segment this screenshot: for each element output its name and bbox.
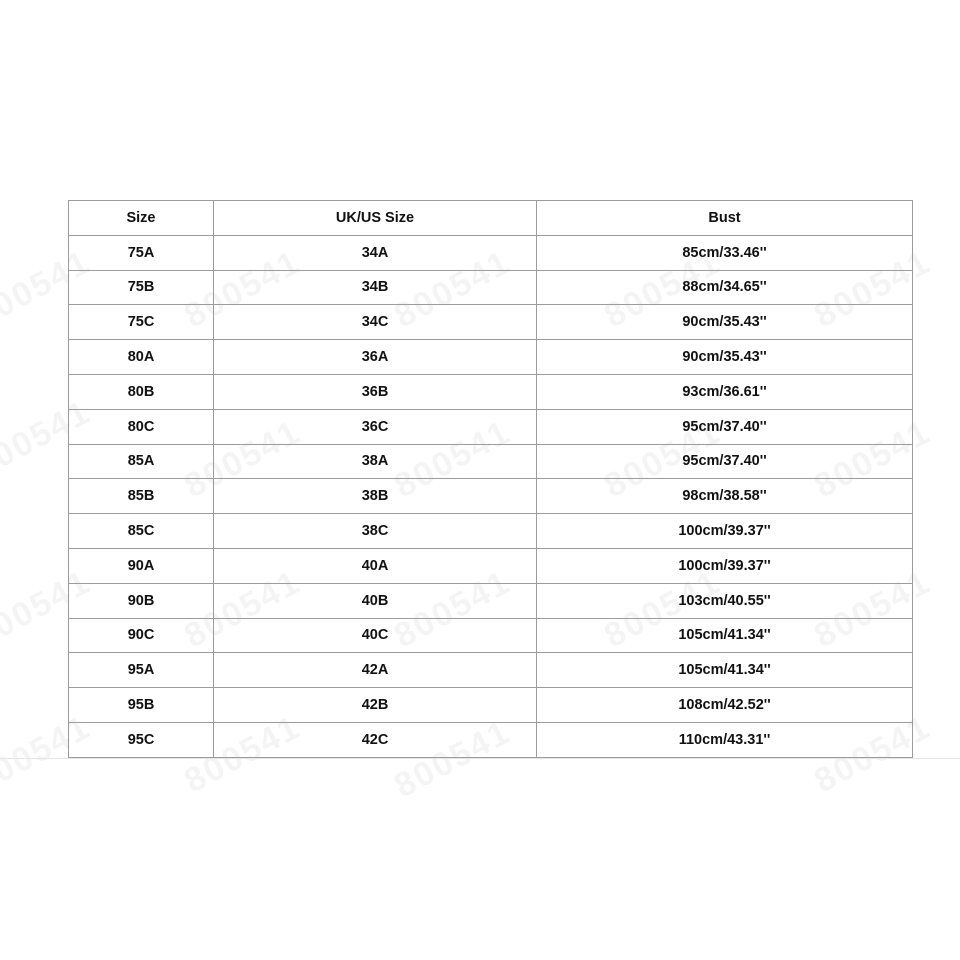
uk-us-size-cell: 40A: [214, 548, 537, 583]
uk-us-size-cell: 42C: [214, 722, 537, 757]
bust-cell: 105cm/41.34'': [537, 618, 913, 653]
uk-us-size-cell: 36C: [214, 409, 537, 444]
table-row: [69, 618, 913, 653]
uk-us-size-cell: 38C: [214, 514, 537, 549]
uk-us-size-cell: 42A: [214, 653, 537, 688]
size-cell: 80C: [69, 409, 214, 444]
table-row: [69, 305, 913, 340]
size-cell: 80A: [69, 340, 214, 375]
table-row: [69, 653, 913, 688]
table-row: [69, 688, 913, 723]
bust-cell: 95cm/37.40'': [537, 409, 913, 444]
bust-cell: 98cm/38.58'': [537, 479, 913, 514]
uk-us-size-cell: 36A: [214, 340, 537, 375]
uk-us-size-cell: 34B: [214, 270, 537, 305]
uk-us-size-cell: 36B: [214, 374, 537, 409]
table-row: [69, 583, 913, 618]
bust-cell: 88cm/34.65'': [537, 270, 913, 305]
size-cell: 75A: [69, 235, 214, 270]
bust-cell: 100cm/39.37'': [537, 514, 913, 549]
bust-cell: 90cm/35.43'': [537, 305, 913, 340]
size-cell: 85B: [69, 479, 214, 514]
uk-us-size-cell: 40C: [214, 618, 537, 653]
header-row: [69, 201, 913, 236]
table-row: [69, 235, 913, 270]
size-cell: 75C: [69, 305, 214, 340]
table-row: [69, 409, 913, 444]
bust-cell: 110cm/43.31'': [537, 722, 913, 757]
table-row: [69, 479, 913, 514]
bust-cell: 95cm/37.40'': [537, 444, 913, 479]
table-row: [69, 374, 913, 409]
divider-line: [0, 758, 960, 759]
size-cell: 85C: [69, 514, 214, 549]
table-row: [69, 548, 913, 583]
size-cell: 85A: [69, 444, 214, 479]
size-cell: 95A: [69, 653, 214, 688]
table-row: [69, 270, 913, 305]
size-cell: 90B: [69, 583, 214, 618]
bust-cell: 100cm/39.37'': [537, 548, 913, 583]
uk-us-size-cell: 34C: [214, 305, 537, 340]
size-cell: 95B: [69, 688, 214, 723]
bust-cell: 90cm/35.43'': [537, 340, 913, 375]
size-cell: 90C: [69, 618, 214, 653]
table-body: [69, 235, 913, 757]
header-size: Size: [69, 201, 214, 236]
uk-us-size-cell: 38B: [214, 479, 537, 514]
bust-cell: 93cm/36.61'': [537, 374, 913, 409]
size-cell: 80B: [69, 374, 214, 409]
table-row: [69, 340, 913, 375]
bust-cell: 103cm/40.55'': [537, 583, 913, 618]
size-cell: 90A: [69, 548, 214, 583]
size-cell: 75B: [69, 270, 214, 305]
size-chart-table: [68, 200, 913, 758]
uk-us-size-cell: 42B: [214, 688, 537, 723]
table-row: [69, 722, 913, 757]
table-row: [69, 514, 913, 549]
uk-us-size-cell: 34A: [214, 235, 537, 270]
bust-cell: 85cm/33.46'': [537, 235, 913, 270]
size-cell: 95C: [69, 722, 214, 757]
table-row: [69, 444, 913, 479]
header-uk-us-size: UK/US Size: [214, 201, 537, 236]
uk-us-size-cell: 38A: [214, 444, 537, 479]
bust-cell: 105cm/41.34'': [537, 653, 913, 688]
bust-cell: 108cm/42.52'': [537, 688, 913, 723]
header-bust: Bust: [537, 201, 913, 236]
uk-us-size-cell: 40B: [214, 583, 537, 618]
